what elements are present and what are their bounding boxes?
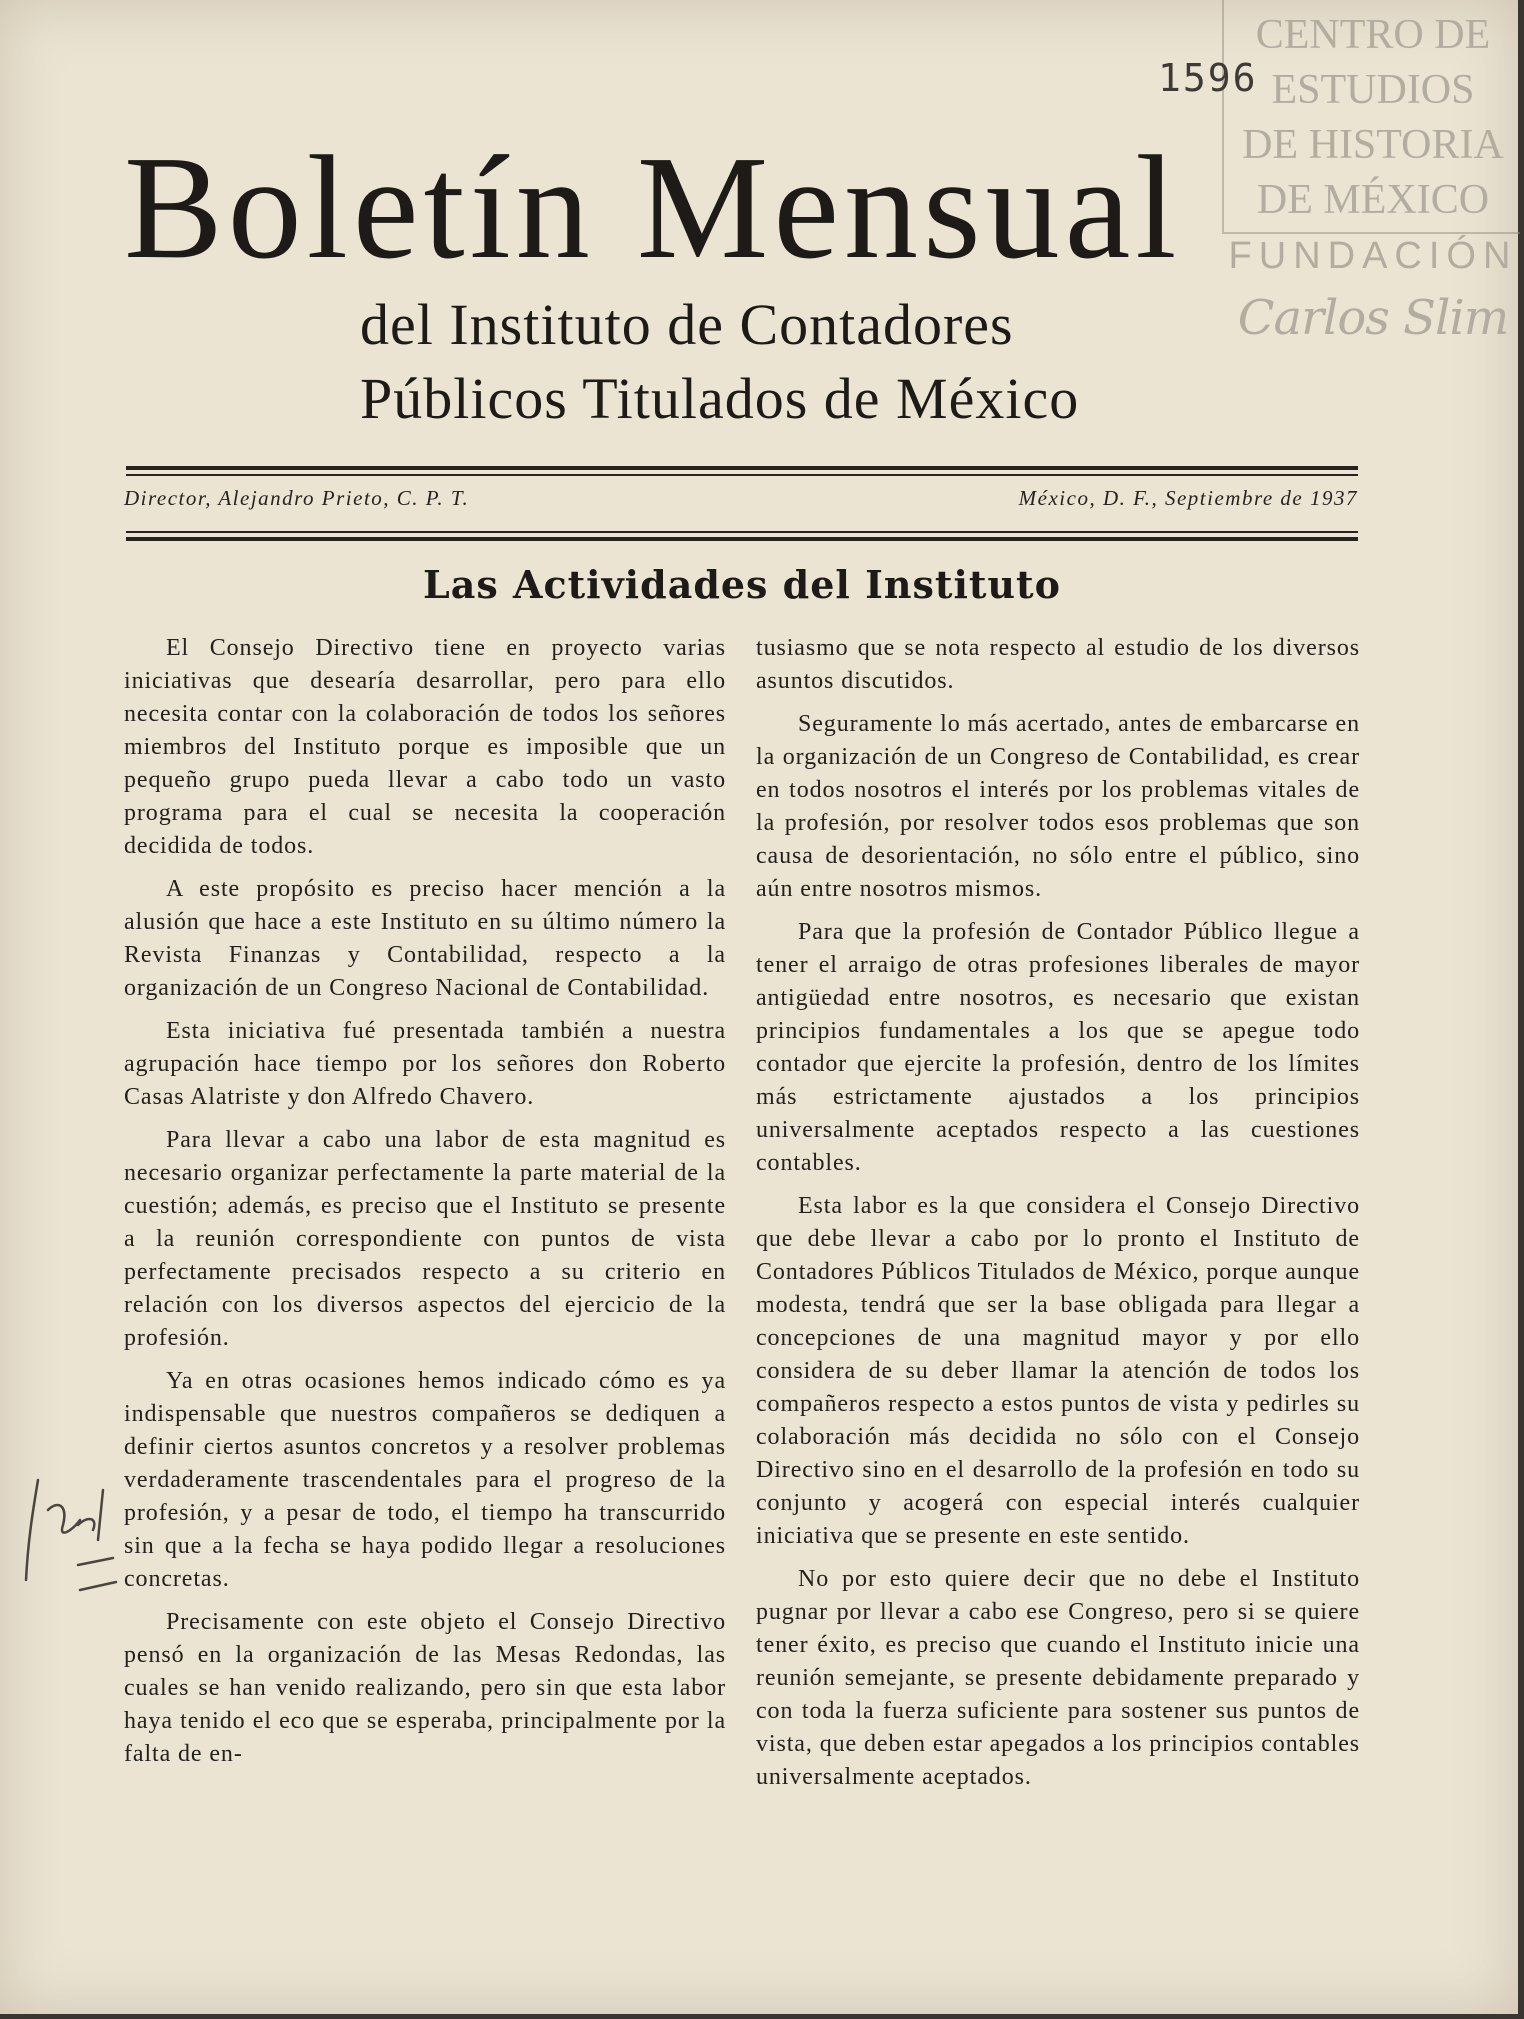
bottom-thick-rule bbox=[126, 537, 1358, 541]
top-thin-rule bbox=[126, 474, 1358, 476]
watermark-line: CENTRO DE bbox=[1255, 12, 1491, 58]
paragraph: Ya en otras ocasiones hemos indicado cómo es ya indispensable que nuestros compañeros se dediquen a definir ciertos asuntos concretos y a resolver problemas verdaderamente trascendentales para el progreso de la profesión, y a pesar de todo, el tiempo ha transcurrido sin que a la fecha se haya podido llegar a resoluciones concretas. bbox=[124, 1368, 726, 1592]
paragraph: A este propósito es preciso hacer mención a la alusión que hace a este Instituto en su último número la Revista Finanzas y Contabilidad, respecto a la organización de un Congreso Nacional de Contabilidad. bbox=[124, 876, 726, 1001]
watermark-signature: Carlos Slim bbox=[1237, 290, 1509, 346]
paragraph: Para que la profesión de Contador Público llegue a tener el arraigo de otras profesiones liberales de mayor antigüedad entre nosotros, es necesario que existan principios fundamentales a los que se apegue todo contador que ejercite la profesión, dentro de los límites más estrictamente ajustados a los principios universalmente aceptados respecto a las cuestiones contables. bbox=[756, 919, 1360, 1176]
top-thick-rule bbox=[126, 466, 1358, 470]
paragraph: Esta iniciativa fué presentada también a nuestra agrupación hace tiempo por los señores don Roberto Casas Alatriste y don Alfredo Chavero. bbox=[124, 1018, 726, 1110]
masthead-subtitle-line-1: del Instituto de Contadores bbox=[360, 292, 1014, 357]
paragraph: No por esto quiere decir que no debe el Instituto pugnar por llevar a cabo ese Congreso, pero si se quiere tener éxito, es preciso que cuando el Instituto inicie una reunión semejante, se presente debidamente preparado y con toda la fuerza suficiente para sostener sus puntos de vista, que deben estar apegados a los principios contables universalmente aceptados. bbox=[756, 1566, 1360, 1790]
paragraph: Seguramente lo más acertado, antes de embarcarse en la organización de un Congreso de Contabilidad, es crear en todos nosotros el interés por los problemas vitales de la profesión, por resolver todos esos problemas que son causa de desorientación, no sólo entre el público, sino aún entre nosotros mismos. bbox=[756, 711, 1360, 902]
handwritten-margin-note bbox=[18, 1470, 128, 1610]
issue-place-date: México, D. F., Septiembre de 1937 bbox=[1018, 486, 1358, 510]
director-credit: Director, Alejandro Prieto, C. P. T. bbox=[124, 486, 470, 510]
paragraph: Esta labor es la que considera el Consejo Directivo que debe llevar a cabo por lo pronto el Instituto de Contadores Públicos Titulados de México, porque aunque modesta, tendrá que ser la base obligada para llegar a concepciones de una magnitud mayor y por ello considera de su deber llamar la atención de todos los compañeros respecto a estos puntos de vista y pedirles su colaboración más decidida no sólo con el Consejo Directivo sino en el desarrollo de la profesión en todo su conjunto y acogerá con especial interés cualquier iniciativa que se presente en este sentido. bbox=[756, 1193, 1360, 1549]
masthead-title: Boletín Mensual bbox=[124, 126, 1182, 290]
article-left-column bbox=[124, 632, 726, 1781]
watermark-line: ESTUDIOS bbox=[1271, 67, 1475, 113]
bottom-thin-rule bbox=[126, 531, 1358, 533]
watermark-line: DE MÉXICO bbox=[1256, 177, 1490, 223]
watermark-line: DE HISTORIA bbox=[1242, 122, 1504, 168]
paragraph-continuation: tusiasmo que se nota respecto al estudio de los diversos asuntos discutidos. bbox=[756, 635, 1360, 694]
watermark-foundation: FUNDACIÓN bbox=[1228, 235, 1518, 277]
article-right-column bbox=[756, 632, 1360, 1804]
paragraph: Precisamente con este objeto el Consejo Directivo pensó en la organización de las Mesas Redondas, las cuales se han venido realizando, pero sin que esta labor haya tenido el eco que se esperaba, principalmente por la falta de en- bbox=[124, 1609, 726, 1767]
masthead-subtitle-line-2: Públicos Titulados de México bbox=[360, 366, 1080, 431]
paragraph: Para llevar a cabo una labor de esta magnitud es necesario organizar perfectamente la parte material de la cuestión; además, es preciso que el Instituto se presente a la reunión correspondiente con puntos de vista perfectamente precisados respecto a su criterio en relación con los diversos aspectos del ejercicio de la profesión. bbox=[124, 1127, 726, 1351]
article-headline: Las Actividades del Instituto bbox=[423, 562, 1061, 607]
accession-number-stamp: 1596 bbox=[1158, 56, 1258, 100]
paragraph: El Consejo Directivo tiene en proyecto varias iniciativas que desearía desarrollar, pero para ello necesita contar con la colaboración de todos los señores miembros del Instituto porque es imposible que un pequeño grupo pueda llevar a cabo todo un vasto programa para el cual se necesita la cooperación decidida de todos. bbox=[124, 635, 726, 859]
